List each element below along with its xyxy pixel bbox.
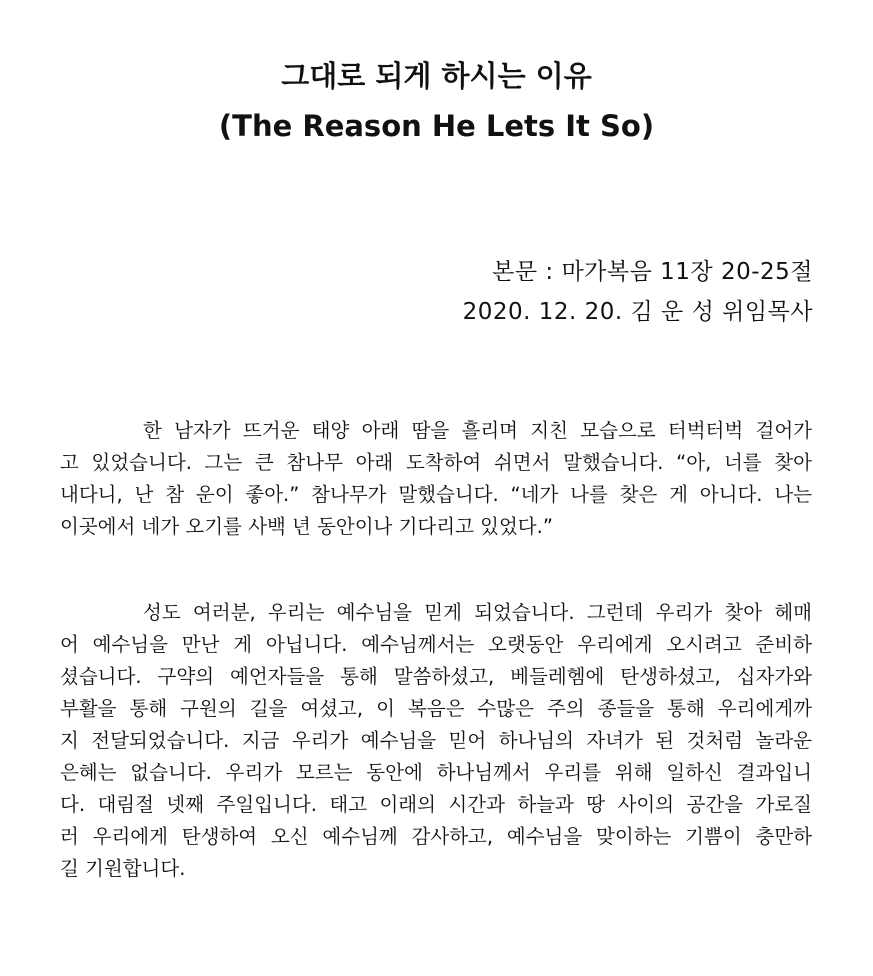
paragraph-line: 러 우리에게 탄생하여 오신 예수님께 감사하고, 예수님을 맞이하는 기쁨이 충만하 [60,825,812,848]
date-and-preacher: 2020. 12. 20. 김 운 성 위임목사 [462,299,813,325]
paragraph-line: 은혜는 없습니다. 우리가 모르는 동안에 하나님께서 우리를 위해 일하신 결과입니 [60,761,812,784]
paragraph-line: 다. 대림절 넷째 주일입니다. 태고 이래의 시간과 하늘과 땅 사이의 공간을 가로질 [60,793,812,816]
paragraph-line: 한 남자가 뜨거운 태양 아래 땀을 흘리며 지친 모습으로 터벅터벅 걸어가 [143,419,812,442]
title-korean: 그대로 되게 하시는 이유 [281,59,592,93]
paragraph-line: 셨습니다. 구약의 예언자들을 통해 말씀하셨고, 베들레헴에 탄생하셨고, 십자가와 [60,665,812,688]
paragraph-line: 부활을 통해 구원의 길을 여셨고, 이 복음은 수많은 주의 종들을 통해 우리에게까 [60,697,812,720]
paragraph-2 [60,597,812,885]
paragraph-line: 이곳에서 네가 오기를 사백 년 동안이나 기다리고 있었다.” [60,515,553,538]
paragraph-line: 길 기원합니다. [60,857,186,880]
paragraph-1 [60,415,812,543]
scripture-reference: 본문 : 마가복음 11장 20-25절 [492,259,813,285]
paragraph-line: 고 있었습니다. 그는 큰 참나무 아래 도착하여 쉬면서 말했습니다. “아, 너를 찾아 [60,451,812,474]
paragraph-line: 지 전달되었습니다. 지금 우리가 예수님을 믿어 하나님의 자녀가 된 것처럼 놀라운 [60,729,812,752]
paragraph-line: 성도 여러분, 우리는 예수님을 믿게 되었습니다. 그런데 우리가 찾아 헤매 [143,601,812,624]
paragraph-line: 어 예수님을 만난 게 아닙니다. 예수님께서는 오랫동안 우리에게 오시려고 준비하 [60,633,812,656]
paragraph-line: 내다니, 난 참 운이 좋아.” 참나무가 말했습니다. “네가 나를 찾은 게 아니다. 나는 [60,483,812,506]
title-english: (The Reason He Lets It So) [218,109,655,143]
